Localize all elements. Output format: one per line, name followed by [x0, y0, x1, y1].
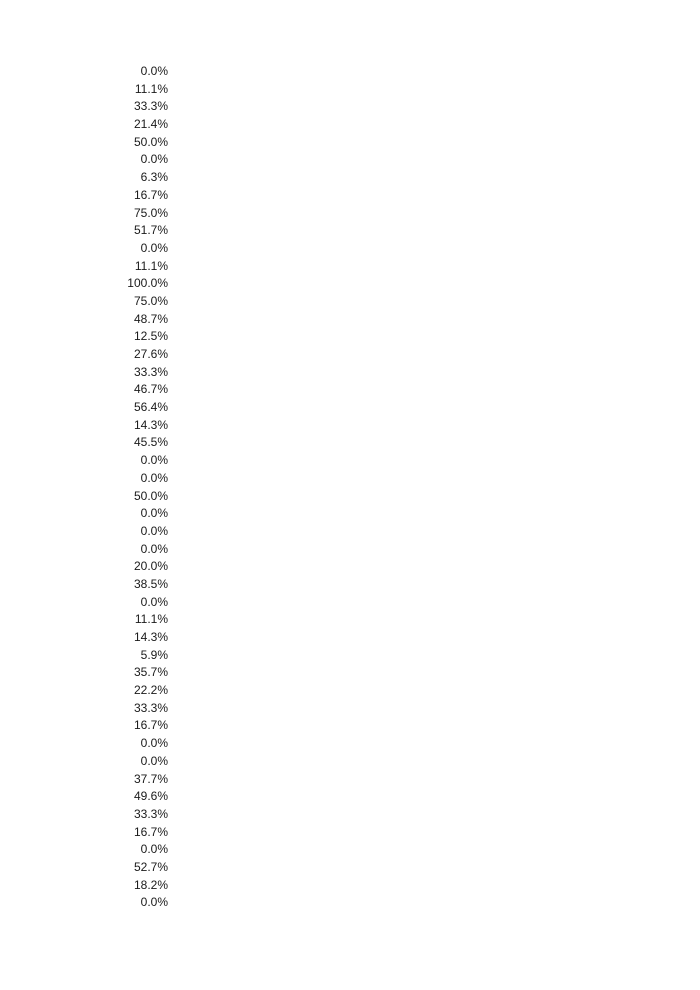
percentage-cell: 0.0% — [140, 240, 168, 255]
percentage-cell: 33.3% — [133, 99, 168, 114]
percentage-cell: 100.0% — [127, 276, 168, 291]
percentage-cell: 0.0% — [140, 842, 168, 857]
percentage-cell: 21.4% — [133, 117, 168, 132]
percentage-cell: 0.0% — [140, 470, 168, 485]
percentage-cell: 35.7% — [133, 665, 168, 680]
percentage-cell: 14.3% — [133, 417, 168, 432]
percentage-cell: 11.1% — [134, 81, 168, 96]
percentage-cell: 50.0% — [133, 488, 168, 503]
percentage-cell: 38.5% — [133, 576, 168, 591]
percentage-cell: 0.0% — [140, 523, 168, 538]
percentage-cell: 48.7% — [133, 311, 168, 326]
percentage-cell: 75.0% — [133, 205, 168, 220]
percentage-cell: 0.0% — [140, 895, 168, 910]
percentage-cell: 14.3% — [133, 630, 168, 644]
percentage-cell: 0.0% — [140, 453, 168, 468]
percentage-cell: 22.2% — [133, 683, 168, 698]
percentage-cell: 0.0% — [140, 152, 168, 167]
percentage-cell: 33.3% — [133, 364, 168, 379]
percentage-cell: 0.0% — [140, 753, 168, 768]
percentage-cell: 16.7% — [133, 187, 168, 202]
percentage-cell: 56.4% — [133, 400, 168, 415]
percentage-cell: 33.3% — [133, 700, 168, 715]
percentage-cell: 33.3% — [133, 806, 168, 821]
percentage-cell: 16.7% — [133, 824, 168, 839]
percentage-cell: 6.3% — [140, 170, 168, 185]
percentage-cell: 12.5% — [133, 329, 168, 344]
percentage-cell: 50.0% — [133, 134, 168, 149]
percentage-cell: 37.7% — [133, 771, 168, 786]
percentage-cell: 52.7% — [133, 859, 168, 874]
percentage-cell: 11.1% — [134, 612, 168, 627]
percentage-cell: 0.0% — [140, 594, 168, 609]
percentage-cell: 16.7% — [133, 718, 168, 733]
percentage-cell: 49.6% — [133, 789, 168, 804]
percentage-cell: 5.9% — [140, 647, 168, 662]
percentage-cell: 51.7% — [133, 223, 168, 238]
percentage-cell: 0.0% — [140, 541, 168, 556]
percentage-column — [100, 63, 168, 912]
percentage-cell: 0.0% — [140, 64, 168, 78]
percentage-cell: 0.0% — [140, 736, 168, 751]
percentage-cell: 27.6% — [133, 347, 168, 361]
percentage-cell: 11.1% — [134, 258, 168, 273]
percentage-cell: 20.0% — [133, 559, 168, 574]
percentage-cell: 75.0% — [133, 293, 168, 308]
percentage-cell: 45.5% — [133, 435, 168, 450]
percentage-cell: 46.7% — [133, 382, 168, 397]
percentage-cell: 0.0% — [140, 506, 168, 521]
percentage-cell: 18.2% — [133, 877, 168, 892]
